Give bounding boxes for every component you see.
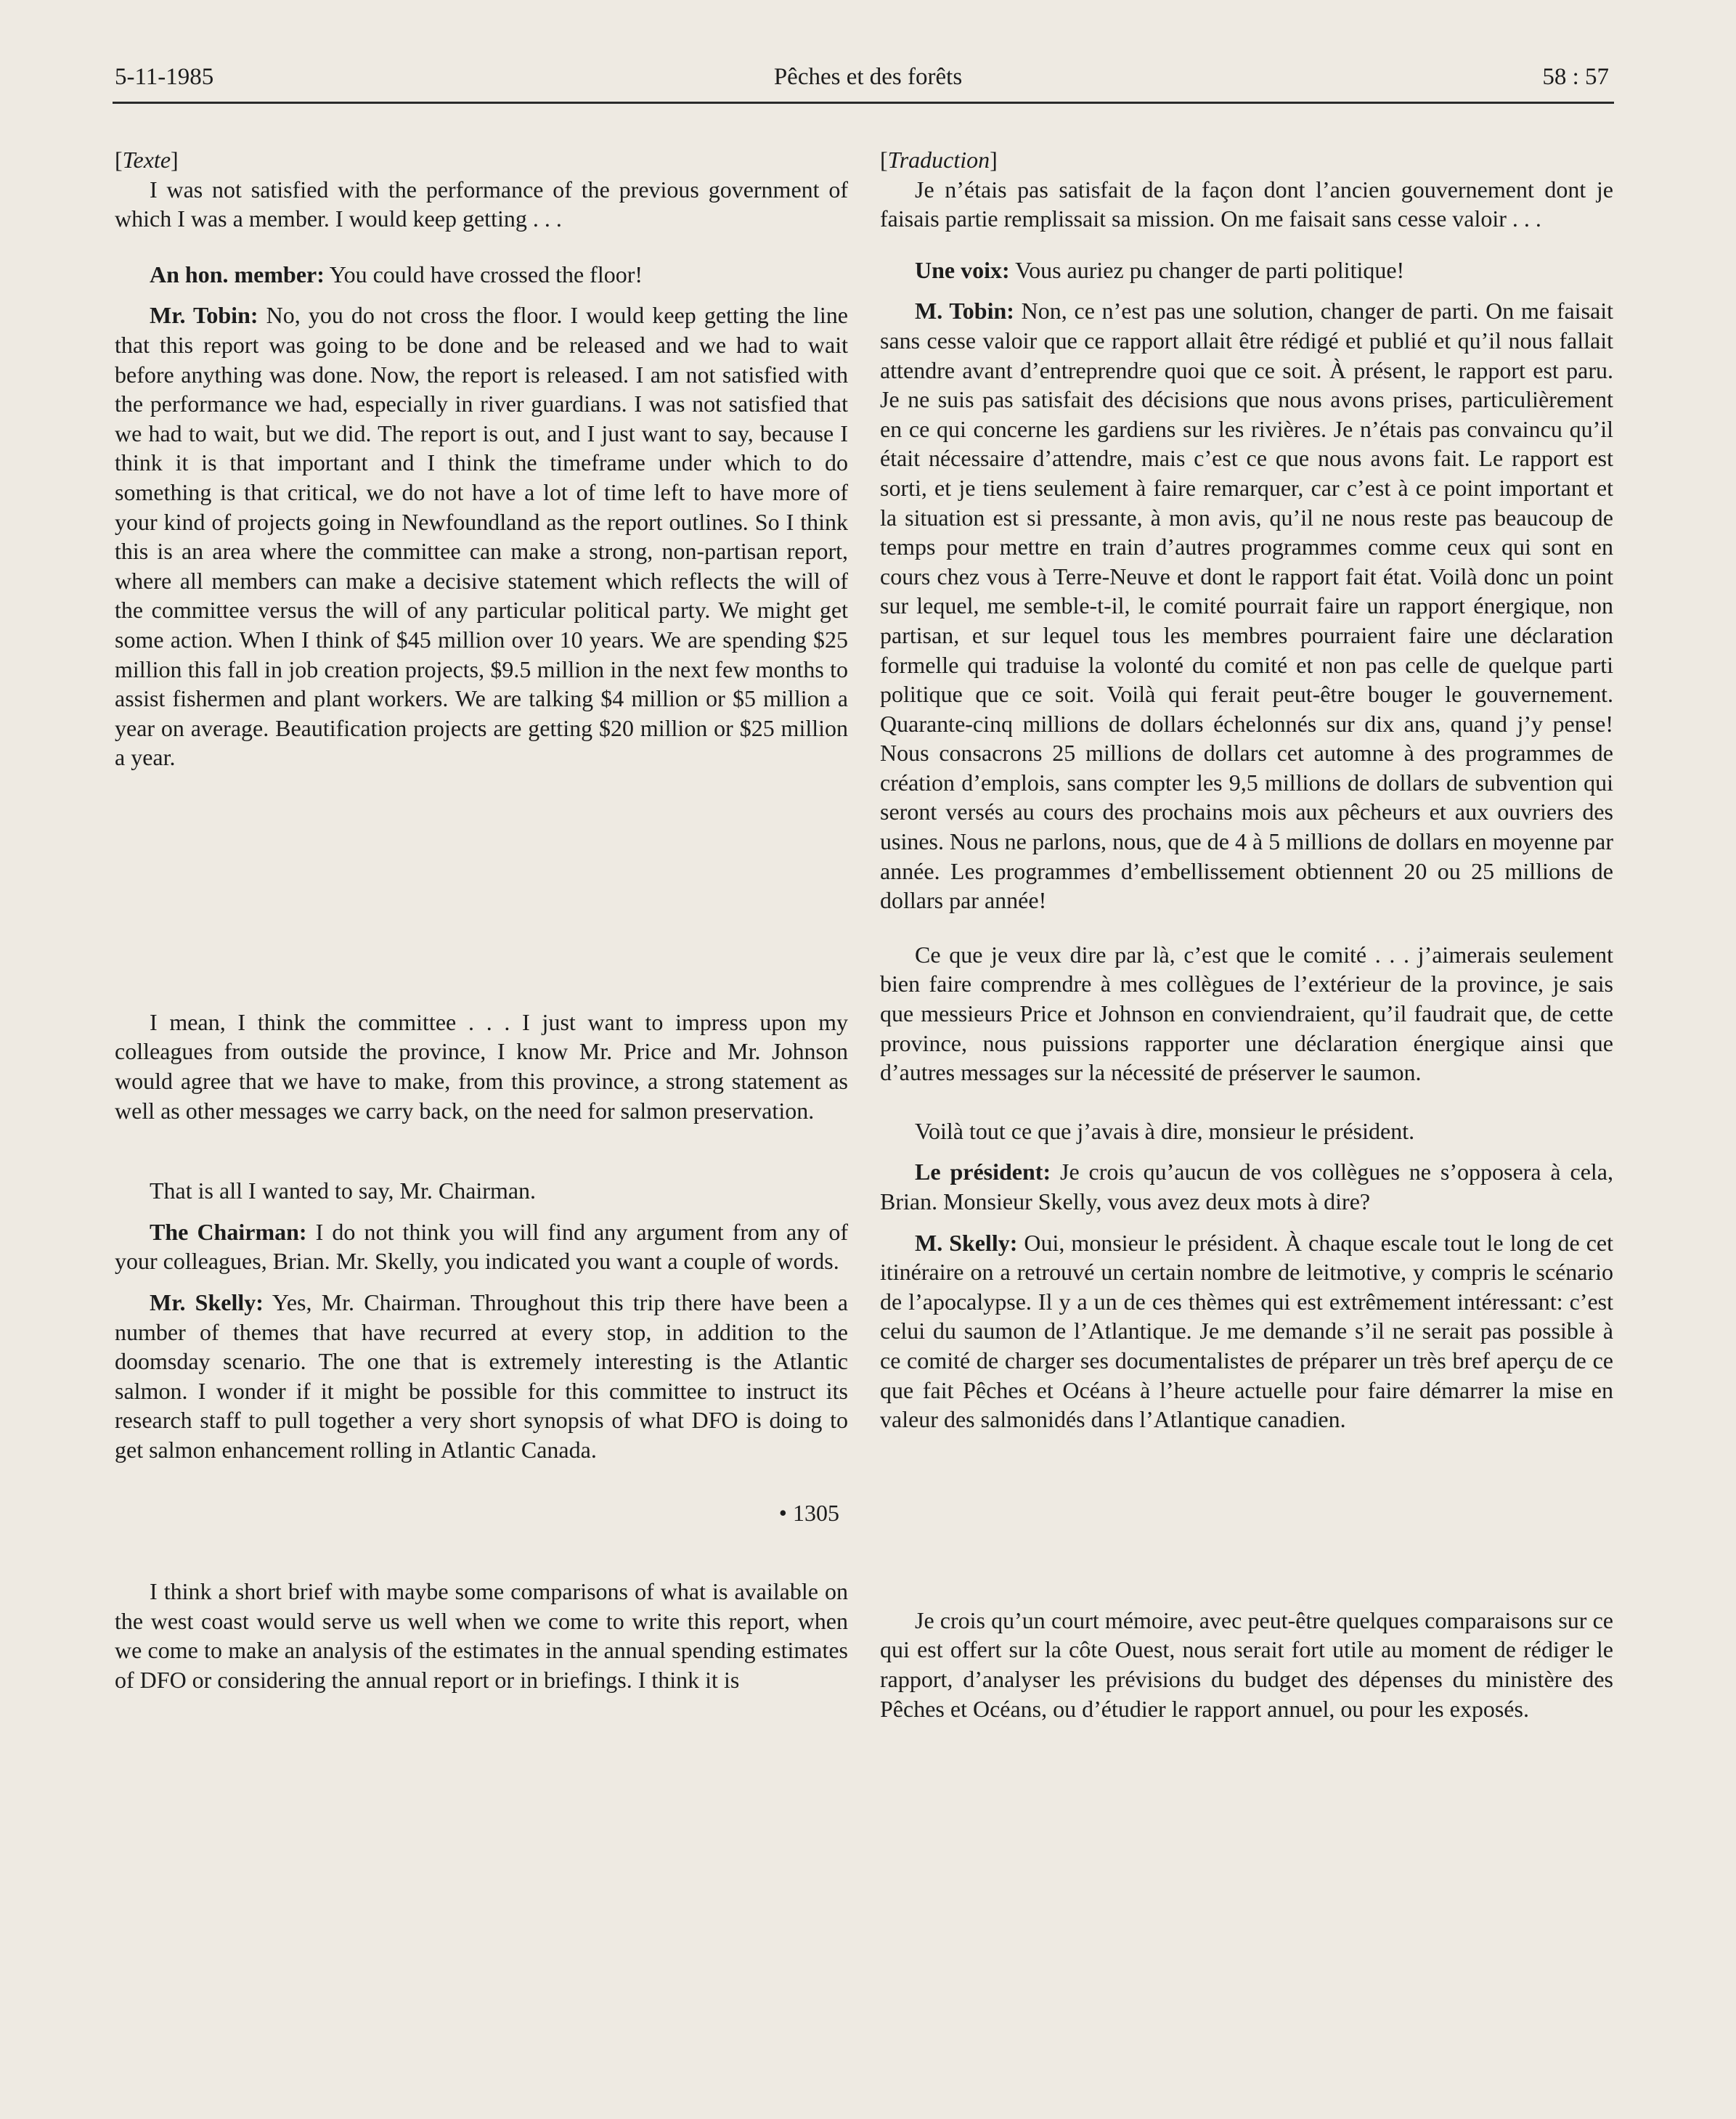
speech	[115, 260, 848, 290]
paragraph: I mean, I think the committee . . . I just want to impress upon my colleagues from outside the province, I know Mr. Price and Mr. Johnson would agree that we have to make, from this province, a strong statement as well as other messages we carry back, on the need for salmon preservation.	[115, 1008, 848, 1124]
header-date: 5-11-1985	[115, 64, 214, 90]
paragraph: Ce que je veux dire par là, c’est que le comité . . . j’aimerais seulement bien faire comprendre à mes collègues de l’extérieur de la province, je sais que messieurs Price et Johnson en conviendraient, qu’il faudrait que, de cette province, nous puissions rapporter une déclaration énergique ainsi que d’autres messages sur la nécessité de préserver le saumon.	[880, 941, 1613, 1086]
text-tag: [Texte]	[115, 147, 179, 173]
translation-tag: [Traduction]	[880, 147, 998, 173]
speech-text: You could have crossed the floor!	[324, 261, 643, 287]
speech-text: Je crois qu’aucun de vos collègues ne s’opposera à cela, Brian. Monsieur Skelly, vous avez deux mots à dire?	[880, 1159, 1614, 1214]
speaker-name: Mr. Skelly:	[150, 1289, 264, 1316]
time-marker: • 1305	[778, 1499, 839, 1526]
speech-text: Non, ce n’est pas une solution, changer de parti. On me faisait sans cesse valoir que ce rapport allait être rédigé et publié et qu’il nous fallait attendre avant d’entreprendre quoi que ce soit. À présent, le rapport est paru. Je ne suis pas satisfait des décisions que nous avons prises, particulièrement en ce qui concerne les gardiens sur les rivières. Je n’étais pas convaincu qu’il était nécessaire d’attendre, mais c’est ce que nous avons fait. Le rapport est sorti, et je tiens seulement à faire remarquer, car c’est à ce point important et la situation est si pressante, à mon avis, qu’il ne nous reste pas beaucoup de temps pour mettre en train d’autres programmes comme ceux qui sont en cours chez vous à Terre-Neuve et dont le rapport fait état. Voilà donc un point sur lequel, me semble-t-il, le comité pourrait faire un rapport énergique, non partisan, et sur lequel tous les membres pourraient faire une déclaration formelle qui traduise la volonté du comité et non pas celle de quelque parti politique que ce soit. Voilà qui ferait peut-être bouger le gouvernement. Quarante-cinq millions de dollars échelonnés sur dix ans, quand j’y pense! Nous consacrons 25 millions de dollars cet automne à des programmes de création d’emplois, sans compter les 9,5 millions de dollars de subvention qui seront versés au cours des prochains mois aux pêcheurs et aux ouvriers des usines. Nous ne parlons, nous, que de 4 à 5 millions de dollars en moyenne par année. Les programmes d’embellissement obtiennent 20 ou 25 millions de dollars par année!	[880, 298, 1614, 914]
speech	[880, 1157, 1613, 1216]
paragraph: I was not satisfied with the performance of the previous government of which I was a member. I would keep getting . . .	[115, 176, 848, 232]
french-column	[880, 145, 1613, 1723]
speech	[115, 301, 848, 772]
speech	[880, 296, 1613, 915]
paragraph: Voilà tout ce que j’avais à dire, monsieur le président.	[915, 1117, 1415, 1144]
speech-text: Vous auriez pu changer de parti politique!	[1009, 256, 1405, 283]
header-title: Pêches et des forêts	[773, 64, 963, 90]
speech-text: Oui, monsieur le président. À chaque escale tout le long de cet itinéraire on a retrouvé un certain nombre de leitmotive, y compris le scénario de l’apocalypse. Il y a un de ces thèmes qui est extrêmement intéressant: c’est celui du saumon de l’Atlantique. Je me demande s’il ne serait pas possible à ce comité de charger ses documentalistes de préparer un très bref aperçu de ce que fait Pêches et Océans à l’heure actuelle pour faire démarrer la mise en valeur des salmonidés dans l’Atlantique canadien.	[880, 1229, 1614, 1433]
speech-text: I do not think you will find any argument from any of your colleagues, Brian. Mr. Skelly, you indicated you want a couple of words.	[115, 1218, 849, 1275]
header-rule	[113, 102, 1614, 104]
translation-tag-label: Traduction	[887, 147, 990, 173]
speech-text: No, you do not cross the floor. I would keep getting the line that this report was going to be done and be released and we had to wait before anything was done. Now, the report is released. I am not satisfied with the performance we had, especially in river guardians. I was not satisfied that we had to wait, but we did. The report is out, and I just want to say, because I think it is that important and I think the timeframe under which to do something is that critical, we do not have a lot of time left to have more of your kind of projects going in Newfoundland as the report outlines. So I think this is an area where the committee can make a strong, non-partisan report, where all members can make a decisive statement which reflects the will of the committee versus the will of any particular political party. We might get some action. When I think of $45 million over 10 years. We are spending $25 million this fall in job creation projects, $9.5 million in the next few months to assist fishermen and plant workers. We are talking $4 million or $5 million a year on average. Beautification projects are getting $20 million or $25 million a year.	[115, 302, 849, 771]
speech	[115, 1217, 848, 1276]
speech	[115, 1288, 848, 1465]
speaker-name: The Chairman:	[150, 1218, 307, 1245]
speaker-name: M. Skelly:	[915, 1229, 1018, 1256]
english-column	[115, 145, 848, 1695]
speech	[880, 1228, 1613, 1434]
header-page-number: 58 : 57	[1542, 64, 1609, 90]
speaker-name: An hon. member:	[150, 261, 325, 287]
paragraph: Je crois qu’un court mémoire, avec peut-être quelques comparaisons sur ce qui est offert sur la côte Ouest, nous serait fort utile au moment de rédiger le rapport, d’analyser les prévisions du budget des dépenses du ministère des Pêches et Océans, ou d’étudier le rapport annuel, ou pour les exposés.	[880, 1606, 1613, 1722]
paragraph: That is all I wanted to say, Mr. Chairman.	[150, 1177, 537, 1204]
speaker-name: Une voix:	[915, 256, 1010, 283]
speaker-name: Mr. Tobin:	[150, 302, 258, 329]
paragraph: Je n’étais pas satisfait de la façon dont l’ancien gouvernement dont je faisais partie remplissait sa mission. On me faisait sans cesse valoir . . .	[880, 176, 1613, 232]
speech	[880, 256, 1613, 285]
speaker-name: M. Tobin:	[915, 298, 1014, 324]
text-tag-label: Texte	[122, 147, 171, 173]
speech-text: Yes, Mr. Chairman. Throughout this trip there have been a number of themes that have recurred at every stop, in addition to the doomsday scenario. The one that is extremely interesting is the Atlantic salmon. I wonder if it might be possible for this committee to instruct its research staff to pull together a very short synopsis of what DFO is doing to get salmon enhancement rolling in Atlantic Canada.	[115, 1289, 848, 1463]
paragraph: I think a short brief with maybe some comparisons of what is available on the west coast would serve us well when we come to write this report, when we come to make an analysis of the estimates in the annual spending estimates of DFO or considering the annual report or in briefings. I think it is	[115, 1578, 848, 1693]
speaker-name: Le président:	[915, 1159, 1051, 1185]
